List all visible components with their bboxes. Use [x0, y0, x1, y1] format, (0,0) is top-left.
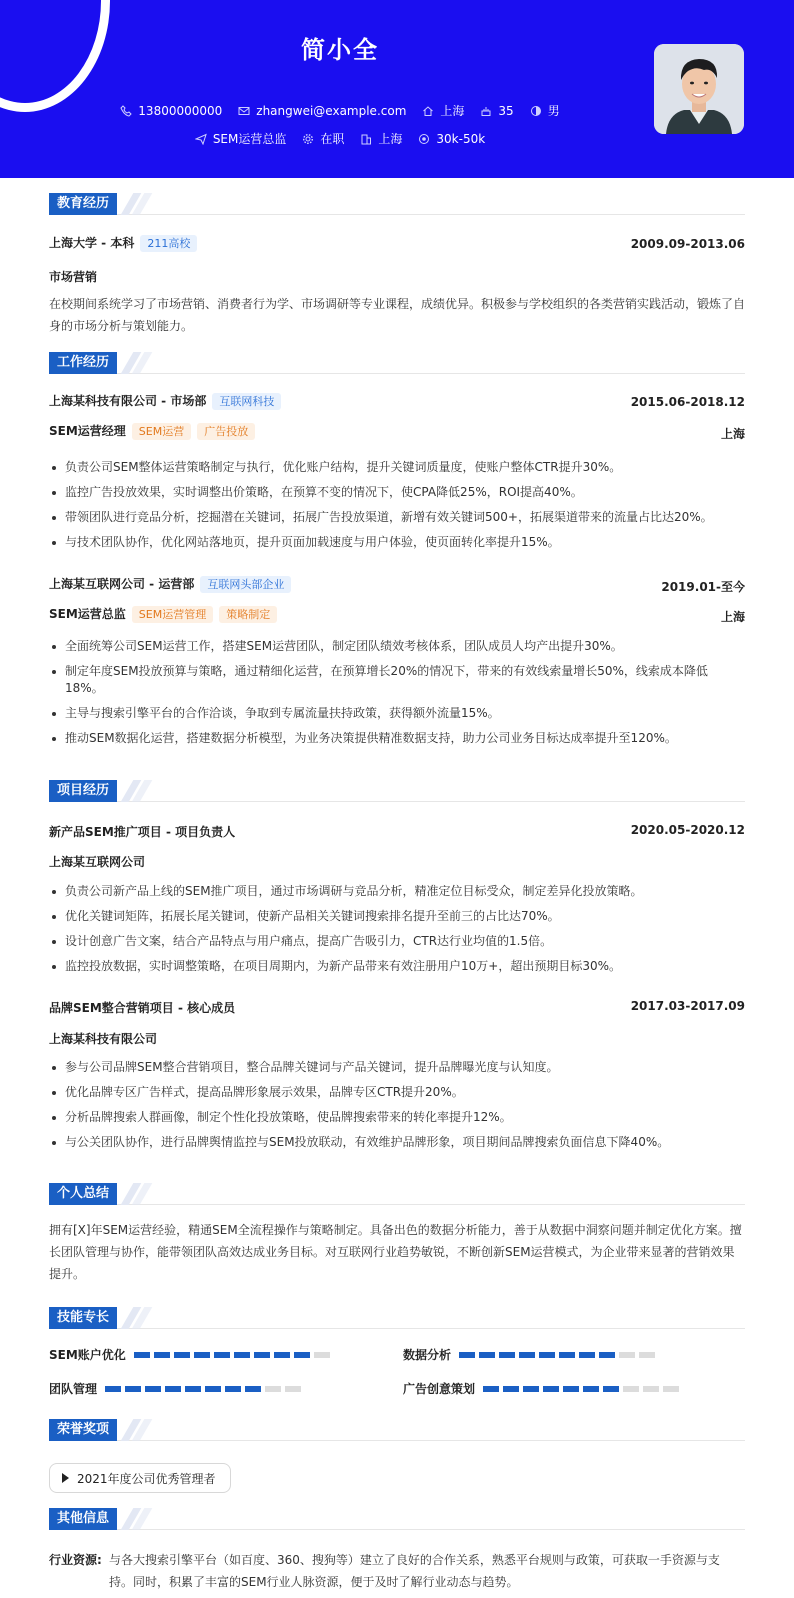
skill-level-segment-filled	[519, 1352, 535, 1358]
list-item: 主导与搜索引擎平台的合作洽谈，争取到专属流量扶持政策，获得额外流量15%。	[49, 705, 745, 722]
work-company-row	[49, 392, 281, 410]
section-projects	[49, 780, 745, 802]
section-title: 其他信息	[49, 1508, 117, 1530]
award-label: 2021年度公司优秀管理者	[77, 1471, 216, 1486]
skill-level-segment-filled	[599, 1352, 615, 1358]
target-city-item	[360, 130, 402, 147]
skill-level-segment-filled	[214, 1352, 230, 1358]
gender-text: 男	[547, 104, 560, 118]
section-summary	[49, 1183, 745, 1205]
work-city: 上海	[720, 427, 745, 441]
other-text: 与各大搜索引擎平台（如百度、360、搜狗等）建立了良好的合作关系，熟悉平台规则与政策，可获取一手资源与支持。同时，积累了丰富的SEM行业人脉资源，便于及时了解行业动态与趋势。	[109, 1553, 720, 1589]
gear-icon	[302, 133, 314, 145]
status-item	[302, 130, 344, 147]
skill-level-segment-empty	[285, 1386, 301, 1392]
work-tag: SEM运营	[132, 423, 191, 440]
skill-level-segment-filled	[185, 1386, 201, 1392]
candidate-name: 简小全	[301, 36, 379, 64]
salary-item	[418, 130, 485, 147]
skill-level-segment-filled	[105, 1386, 121, 1392]
list-item: 推动SEM数据化运营，搭建数据分析模型，为业务决策提供精准数据支持，助力公司业务目标达成率提升至120%。	[49, 730, 745, 747]
skill-level-segment-filled	[294, 1352, 310, 1358]
mail-icon	[238, 105, 250, 117]
phone-text: 13800000000	[138, 103, 223, 118]
skill-level-segment-filled	[165, 1386, 181, 1392]
project-company: 上海某科技有限公司	[49, 1032, 158, 1046]
phone-item	[120, 102, 222, 119]
skill-level-segment-filled	[154, 1352, 170, 1358]
list-item: 监控广告投放效果，实时调整出价策略，在预算不变的情况下，使CPA降低25%，ROI提高40%。	[49, 484, 745, 501]
work-company: 上海某互联网公司 - 运营部	[49, 577, 195, 591]
skill-level-bar	[459, 1352, 655, 1358]
work-period: 2015.06-2018.12	[630, 395, 745, 409]
section-awards	[49, 1419, 745, 1441]
skill-item	[49, 1346, 330, 1363]
age-text: 35	[498, 103, 514, 118]
skill-item	[403, 1380, 679, 1397]
skill-name: 广告创意策划	[403, 1382, 476, 1396]
email-text: zhangwei@example.com	[256, 103, 407, 118]
work-bullets	[49, 459, 745, 559]
skill-level-bar	[483, 1386, 679, 1392]
skill-level-segment-filled	[523, 1386, 539, 1392]
skill-level-segment-filled	[174, 1352, 190, 1358]
project-period: 2017.03-2017.09	[630, 999, 745, 1013]
skill-level-segment-empty	[619, 1352, 635, 1358]
resume-header	[0, 0, 794, 178]
edu-major: 市场营销	[49, 270, 98, 284]
skill-level-segment-filled	[205, 1386, 221, 1392]
project-title: 品牌SEM整合营销项目 - 核心成员	[49, 1001, 236, 1015]
skill-level-segment-empty	[643, 1386, 659, 1392]
age-item	[480, 102, 513, 119]
gender-item	[530, 102, 560, 119]
skill-level-segment-filled	[603, 1386, 619, 1392]
work-badge: 互联网科技	[212, 393, 281, 410]
skill-name: 团队管理	[49, 1382, 98, 1396]
work-company: 上海某科技有限公司 - 市场部	[49, 394, 207, 408]
list-item: 带领团队进行竞品分析，挖掘潜在关键词，拓展广告投放渠道，新增有效关键词500+，拓展渠道带来的流量占比达20%。	[49, 509, 745, 526]
skill-level-segment-filled	[543, 1386, 559, 1392]
project-company: 上海某互联网公司	[49, 855, 146, 869]
award-item[interactable]	[49, 1463, 231, 1493]
skill-level-segment-empty	[663, 1386, 679, 1392]
skill-level-bar	[105, 1386, 301, 1392]
section-work	[49, 352, 745, 374]
work-tag: SEM运营管理	[132, 606, 213, 623]
skill-level-segment-filled	[194, 1352, 210, 1358]
skill-level-segment-filled	[483, 1386, 499, 1392]
list-item: 全面统筹公司SEM运营工作，搭建SEM运营团队，制定团队绩效考核体系，团队成员人均产出提升30%。	[49, 638, 745, 655]
job-title-item	[195, 130, 287, 147]
edu-period: 2009.09-2013.06	[630, 237, 745, 251]
job-info-row	[0, 130, 680, 147]
skill-level-segment-filled	[503, 1386, 519, 1392]
home-icon	[422, 105, 434, 117]
project-bullets	[49, 883, 745, 983]
target-city-text: 上海	[378, 132, 403, 146]
section-title: 教育经历	[49, 193, 117, 215]
skill-level-segment-filled	[499, 1352, 515, 1358]
status-text: 在职	[320, 132, 345, 146]
skill-level-segment-empty	[265, 1386, 281, 1392]
list-item: 优化品牌专区广告样式，提高品牌形象展示效果，品牌专区CTR提升20%。	[49, 1084, 745, 1101]
send-icon	[195, 133, 207, 145]
skill-level-segment-filled	[583, 1386, 599, 1392]
section-skills	[49, 1307, 745, 1329]
list-item: 监控投放数据，实时调整策略，在项目周期内，为新产品带来有效注册用户10万+，超出预期目标30%。	[49, 958, 745, 975]
list-item: 分析品牌搜索人群画像，制定个性化投放策略，使品牌搜索带来的转化率提升12%。	[49, 1109, 745, 1126]
cake-icon	[480, 105, 492, 117]
work-tag: 策略制定	[219, 606, 277, 623]
skill-level-segment-filled	[134, 1352, 150, 1358]
skill-level-segment-filled	[579, 1352, 595, 1358]
location-item	[422, 102, 464, 119]
work-role: SEM运营经理	[49, 424, 126, 438]
phone-icon	[120, 105, 132, 117]
email-item	[238, 102, 406, 119]
skill-level-bar	[134, 1352, 330, 1358]
work-badge: 互联网头部企业	[200, 576, 291, 593]
location-text: 上海	[440, 104, 465, 118]
expand-triangle-icon	[62, 1473, 69, 1483]
skill-level-segment-filled	[225, 1386, 241, 1392]
skill-level-segment-filled	[254, 1352, 270, 1358]
summary-text: 拥有[X]年SEM运营经验，精通SEM全流程操作与策略制定。具备出色的数据分析能力，善于从数据中洞察问题并制定优化方案。擅长团队管理与协作，能带领团队高效达成业务目标。对互联网行业趋势敏锐，不断创新SEM运营模式，为企业带来显著的营销效果提升。	[49, 1223, 742, 1281]
skill-item	[49, 1380, 301, 1397]
edu-school-row	[49, 234, 197, 252]
contact-row	[0, 102, 680, 119]
section-title: 项目经历	[49, 780, 117, 802]
skill-level-segment-filled	[274, 1352, 290, 1358]
section-title: 荣誉奖项	[49, 1419, 117, 1441]
skill-level-segment-empty	[639, 1352, 655, 1358]
work-tag: 广告投放	[197, 423, 255, 440]
edu-school: 上海大学 - 本科	[49, 236, 135, 250]
project-period: 2020.05-2020.12	[630, 823, 745, 837]
skill-level-segment-filled	[563, 1386, 579, 1392]
section-education	[49, 193, 745, 215]
list-item: 与公关团队协作，进行品牌舆情监控与SEM投放联动，有效维护品牌形象，项目期间品牌搜索负面信息下降40%。	[49, 1134, 745, 1151]
skill-level-segment-empty	[314, 1352, 330, 1358]
other-label: 行业资源:	[49, 1553, 102, 1567]
skill-level-segment-filled	[245, 1386, 261, 1392]
section-title: 工作经历	[49, 352, 117, 374]
skill-level-segment-filled	[559, 1352, 575, 1358]
project-bullets	[49, 1059, 745, 1159]
coin-icon	[418, 133, 430, 145]
skill-level-segment-empty	[623, 1386, 639, 1392]
work-bullets	[49, 638, 745, 755]
list-item: 设计创意广告文案，结合产品特点与用户痛点，提高广告吸引力，CTR达行业均值的1.5倍。	[49, 933, 745, 950]
avatar	[654, 44, 744, 134]
section-title: 个人总结	[49, 1183, 117, 1205]
work-period: 2019.01-至今	[661, 580, 745, 594]
work-role: SEM运营总监	[49, 607, 126, 621]
project-title: 新产品SEM推广项目 - 项目负责人	[49, 825, 236, 839]
skill-name: 数据分析	[403, 1348, 452, 1362]
skill-level-segment-filled	[234, 1352, 250, 1358]
job-title-text: SEM运营总监	[212, 132, 287, 146]
skill-level-segment-filled	[539, 1352, 555, 1358]
skill-name: SEM账户优化	[49, 1348, 126, 1362]
edu-badge: 211高校	[140, 235, 197, 252]
work-company-row	[49, 575, 291, 593]
salary-text: 30k-50k	[436, 131, 486, 146]
list-item: 制定年度SEM投放预算与策略，通过精细化运营，在预算增长20%的情况下，带来的有效线索量增长50%，线索成本降低18%。	[49, 663, 745, 697]
list-item: 与技术团队协作，优化网站落地页，提升页面加载速度与用户体验，使页面转化率提升15%。	[49, 534, 745, 551]
building-icon	[360, 133, 372, 145]
skill-level-segment-filled	[459, 1352, 475, 1358]
portrait-image	[654, 44, 744, 134]
list-item: 负责公司新产品上线的SEM推广项目，通过市场调研与竞品分析，精准定位目标受众，制定差异化投放策略。	[49, 883, 745, 900]
work-role-row	[49, 422, 255, 440]
skill-item	[403, 1346, 655, 1363]
work-role-row	[49, 605, 277, 623]
work-city: 上海	[720, 610, 745, 624]
list-item: 参与公司品牌SEM整合营销项目，整合品牌关键词与产品关键词，提升品牌曝光度与认知度。	[49, 1059, 745, 1076]
list-item: 优化关键词矩阵，拓展长尾关键词，使新产品相关关键词搜索排名提升至前三的占比达70%。	[49, 908, 745, 925]
list-item: 负责公司SEM整体运营策略制定与执行，优化账户结构，提升关键词质量度，使账户整体CTR提升30%。	[49, 459, 745, 476]
section-title: 技能专长	[49, 1307, 117, 1329]
skill-level-segment-filled	[479, 1352, 495, 1358]
section-other	[49, 1508, 745, 1530]
edu-description: 在校期间系统学习了市场营销、消费者行为学、市场调研等专业课程，成绩优异。积极参与学校组织的各类营销实践活动，锻炼了自身的市场分析与策划能力。	[49, 297, 746, 333]
gender-icon	[530, 105, 542, 117]
skill-level-segment-filled	[145, 1386, 161, 1392]
skill-level-segment-filled	[125, 1386, 141, 1392]
